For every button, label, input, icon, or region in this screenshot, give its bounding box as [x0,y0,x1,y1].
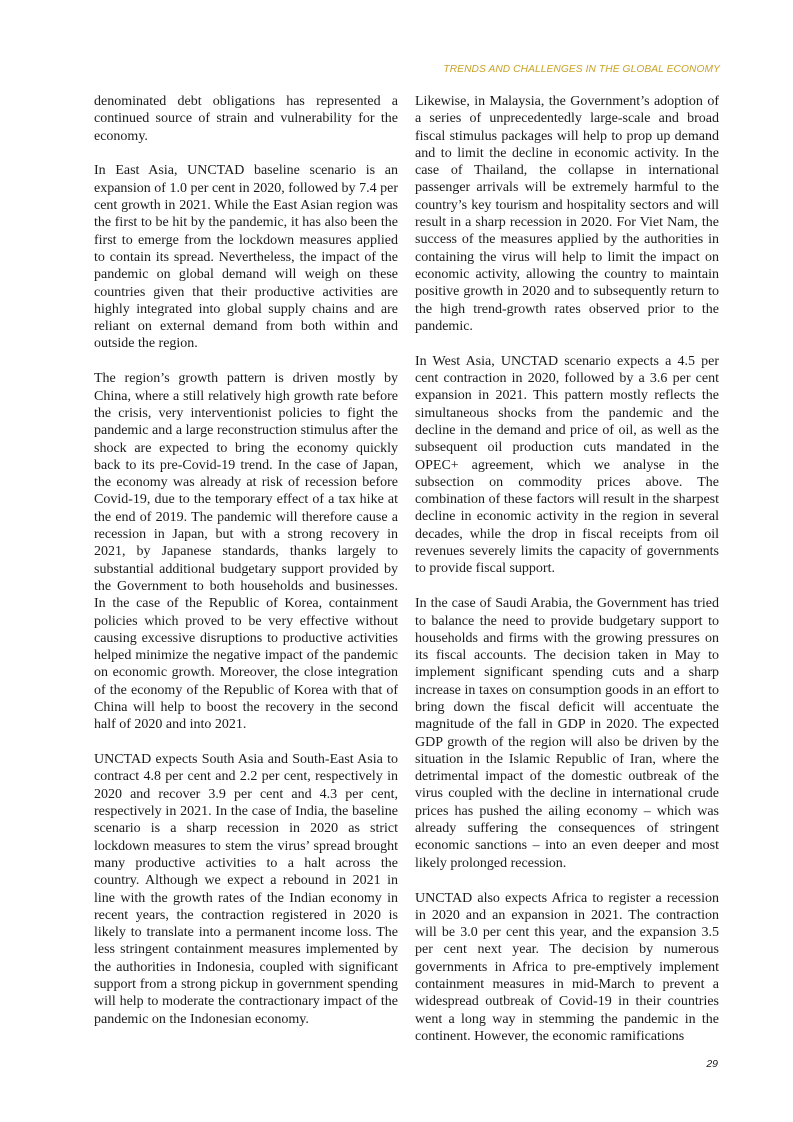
running-head-title: TRENDS AND CHALLENGES IN THE GLOBAL ECONOMY [443,64,720,75]
paragraph: Likewise, in Malaysia, the Government’s adoption of a series of unprecedentedly large-scale and broad fiscal stimulus packages will help to prop up demand and to limit the decline in economic activity. In the case of Thailand, the collapse in international passenger arrivals will be extremely harmful to the country’s key tourism and hospitality sectors and will result in a sharp recession in 2020. For Viet Nam, the success of the measures applied by the authorities in containing the virus will help to limit the impact on economic activity, allowing the country to maintain positive growth in 2020 and to subsequently return to the high trend-growth rates observed prior to the pandemic. [415,94,719,334]
paragraph: In the case of Saudi Arabia, the Government has tried to balance the need to provide budgetary support to households and firms with the growing pressures on its fiscal accounts. The decision taken in May to implement significant spending cuts and a sharp increase in taxes on consumption goods in an effort to bring down the fiscal deficit will accentuate the magnitude of the fall in GDP in 2020. The expected GDP growth of the region will also be driven by the situation in the Islamic Republic of Iran, where the detrimental impact of the domestic outbreak of the virus coupled with the decline in international crude prices has pushed the ailing economy – which was already suffering the consequences of stringent economic sanctions – into an even deeper and most likely prolonged recession. [415,596,719,871]
left-text-column [94,93,398,1046]
paragraph: In East Asia, UNCTAD baseline scenario is an expansion of 1.0 per cent in 2020, followed by 7.4 per cent growth in 2021. While the East Asian region was the first to be hit by the pandemic, it has also been the first to emerge from the lockdown measures applied to contain its spread. Nevertheless, the impact of the pandemic on global demand will weigh on these countries given that their productive activities are highly integrated into global supply chains and are reliant on external demand from both within and outside the region. [94,163,398,352]
paragraph: UNCTAD expects South Asia and South-East Asia to contract 4.8 per cent and 2.2 per cent, respectively in 2020 and recover 3.9 per cent and 4.3 per cent, respectively in 2021. In the case of India, the baseline scenario is a sharp recession in 2020 as strict lockdown measures to stem the virus’ spread brought many productive activities to a halt across the country. Although we expect a rebound in 2021 in line with the growth rates of the Indian economy in recent years, the contraction registered in 2020 is likely to translate into a permanent income loss. The less stringent containment measures implemented by the authorities in Indonesia, coupled with significant support from a strong pickup in government spending will help to moderate the contractionary impact of the pandemic on the Indonesian economy. [94,752,398,1027]
paragraph: The region’s growth pattern is driven mostly by China, where a still relatively high growth rate before the crisis, very interventionist policies to fight the pandemic and a large reconstruction stimulus after the shock are expected to bring the economy quickly back to its pre-Covid-19 trend. In the case of Japan, the economy was already at risk of recession before Covid-19, due to the temporary effect of a tax hike at the end of 2019. The pandemic will therefore cause a recession in Japan, but with a strong recovery in 2021, by Japanese standards, thanks largely to substantial additional budgetary support provided by the Government to both households and businesses. In the case of the Republic of Korea, containment policies which proved to be very effective without causing excessive disruptions to productive activities helped minimize the negative impact of the pandemic on economic growth. Moreover, the close integration of the economy of the Republic of Korea with that of China will help to boost the recovery in the second half of 2020 and into 2021. [94,371,398,733]
paragraph: denominated debt obligations has represented a continued source of strain and vulnerability for the economy. [94,94,398,144]
paragraph: UNCTAD also expects Africa to register a recession in 2020 and an expansion in 2021. The contraction will be 3.0 per cent this year, and the expansion 3.5 per cent next year. The decision by numerous governments in Africa to pre-emptively implement containment measures in mid-March to prevent a widespread outbreak of Covid-19 in their countries went a long way in stemming the pandemic in the continent. However, the economic ramifications [415,890,719,1044]
right-text-column [415,93,719,1063]
page-number: 29 [706,1058,718,1070]
paragraph: In West Asia, UNCTAD scenario expects a 4.5 per cent contraction in 2020, followed by a 3.6 per cent expansion in 2021. This pattern mostly reflects the simultaneous shocks from the pandemic and the decline in the demand and price of oil, as well as the subsequent oil production cuts mandated in the OPEC+ agreement, which we analyse in the subsection on commodity prices above. The combination of these factors will result in the sharpest decline in economic activity in the region in several decades, while the drop in fiscal receipts from oil revenues severely limits the capacity of governments to provide fiscal support. [415,353,719,577]
